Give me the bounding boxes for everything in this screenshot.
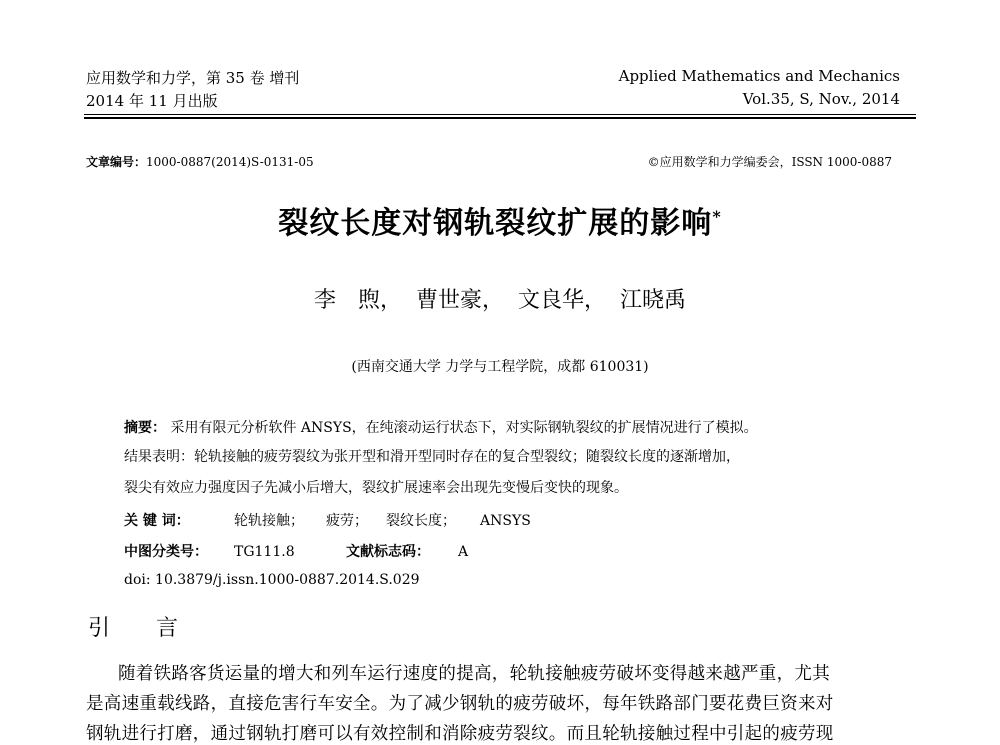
abstract-line: 结果表明：轮轨接触的疲劳裂纹为张开型和滑开型同时存在的复合型裂纹；随裂纹长度的逐渐增加， (124, 449, 740, 465)
abstract-label: 摘要： (124, 420, 166, 436)
paper-title-text: 裂纹长度对钢轨裂纹扩展的影响 (278, 206, 713, 241)
keyword-item: 裂纹长度； (386, 513, 456, 529)
abstract-line: 裂尖有效应力强度因子先减小后增大，裂纹扩展速率会出现先变慢后变快的现象。 (124, 480, 628, 496)
keywords (124, 510, 531, 530)
author-list (0, 283, 1000, 314)
author-name: 曹世豪 (415, 288, 482, 313)
abstract-text: 采用有限元分析软件 ANSYS，在纯滚动运行状态下，对实际钢轨裂纹的扩展情况进行了模拟。 (170, 420, 758, 436)
author-name: 江晓禹 (620, 288, 687, 313)
clc-value: TG111.8 (234, 544, 295, 560)
keyword-item: ANSYS (480, 513, 531, 529)
keywords-label: 关 键 词： (124, 513, 190, 529)
section-heading-char: 引 (88, 616, 111, 641)
article-number-label: 文章编号： (86, 155, 147, 169)
keyword-item: 轮轨接触； (234, 513, 304, 529)
section-heading-introduction (88, 611, 178, 642)
section-heading-char: 言 (156, 616, 179, 641)
article-number-value: 1000-0887(2014)S-0131-05 (146, 155, 314, 169)
header-rule-top (84, 114, 916, 115)
volume-en: Vol.35, S, Nov., 2014 (742, 90, 900, 108)
doc-code-label: 文献标志码： (346, 544, 430, 560)
journal-name-en: Applied Mathematics and Mechanics (618, 67, 900, 85)
affiliation: (西南交通大学 力学与工程学院，成都 610031) (351, 359, 649, 375)
header-rule-bottom (84, 117, 916, 119)
author-name: 文良华 (518, 288, 585, 313)
keyword-item: 疲劳； (326, 513, 368, 529)
abstract-line (124, 417, 758, 437)
clc-label: 中图分类号： (124, 544, 208, 560)
author-separator: ， (379, 288, 402, 313)
body-paragraph-line: 钢轨进行打磨，通过钢轨打磨可以有效控制和消除疲劳裂纹。而且轮轨接触过程中引起的疲劳现 (86, 724, 834, 744)
publication-date-cn: 2014 年 11 月出版 (86, 92, 218, 110)
title-footnote-mark: * (712, 207, 722, 226)
body-paragraph-line: 随着铁路客货运量的增大和列车运行速度的提高，轮轨接触疲劳破坏变得越来越严重，尤其 (118, 664, 830, 684)
doi: doi: 10.3879/j.issn.1000-0887.2014.S.029 (124, 572, 420, 588)
body-paragraph-line: 是高速重载线路，直接危害行车安全。为了减少钢轨的疲劳破坏，每年铁路部门要花费巨资来对 (86, 694, 834, 714)
article-number (86, 153, 314, 170)
journal-name-cn: 应用数学和力学，第 35 卷 增刊 (86, 69, 300, 87)
classification (124, 541, 468, 561)
author-name: 李 煦 (313, 288, 380, 313)
author-separator: ， (584, 288, 607, 313)
doc-code-value: A (458, 544, 469, 560)
copyright-notice: ©应用数学和力学编委会，ISSN 1000-0887 (647, 155, 892, 169)
paper-title (0, 198, 1000, 242)
author-separator: ， (481, 288, 504, 313)
